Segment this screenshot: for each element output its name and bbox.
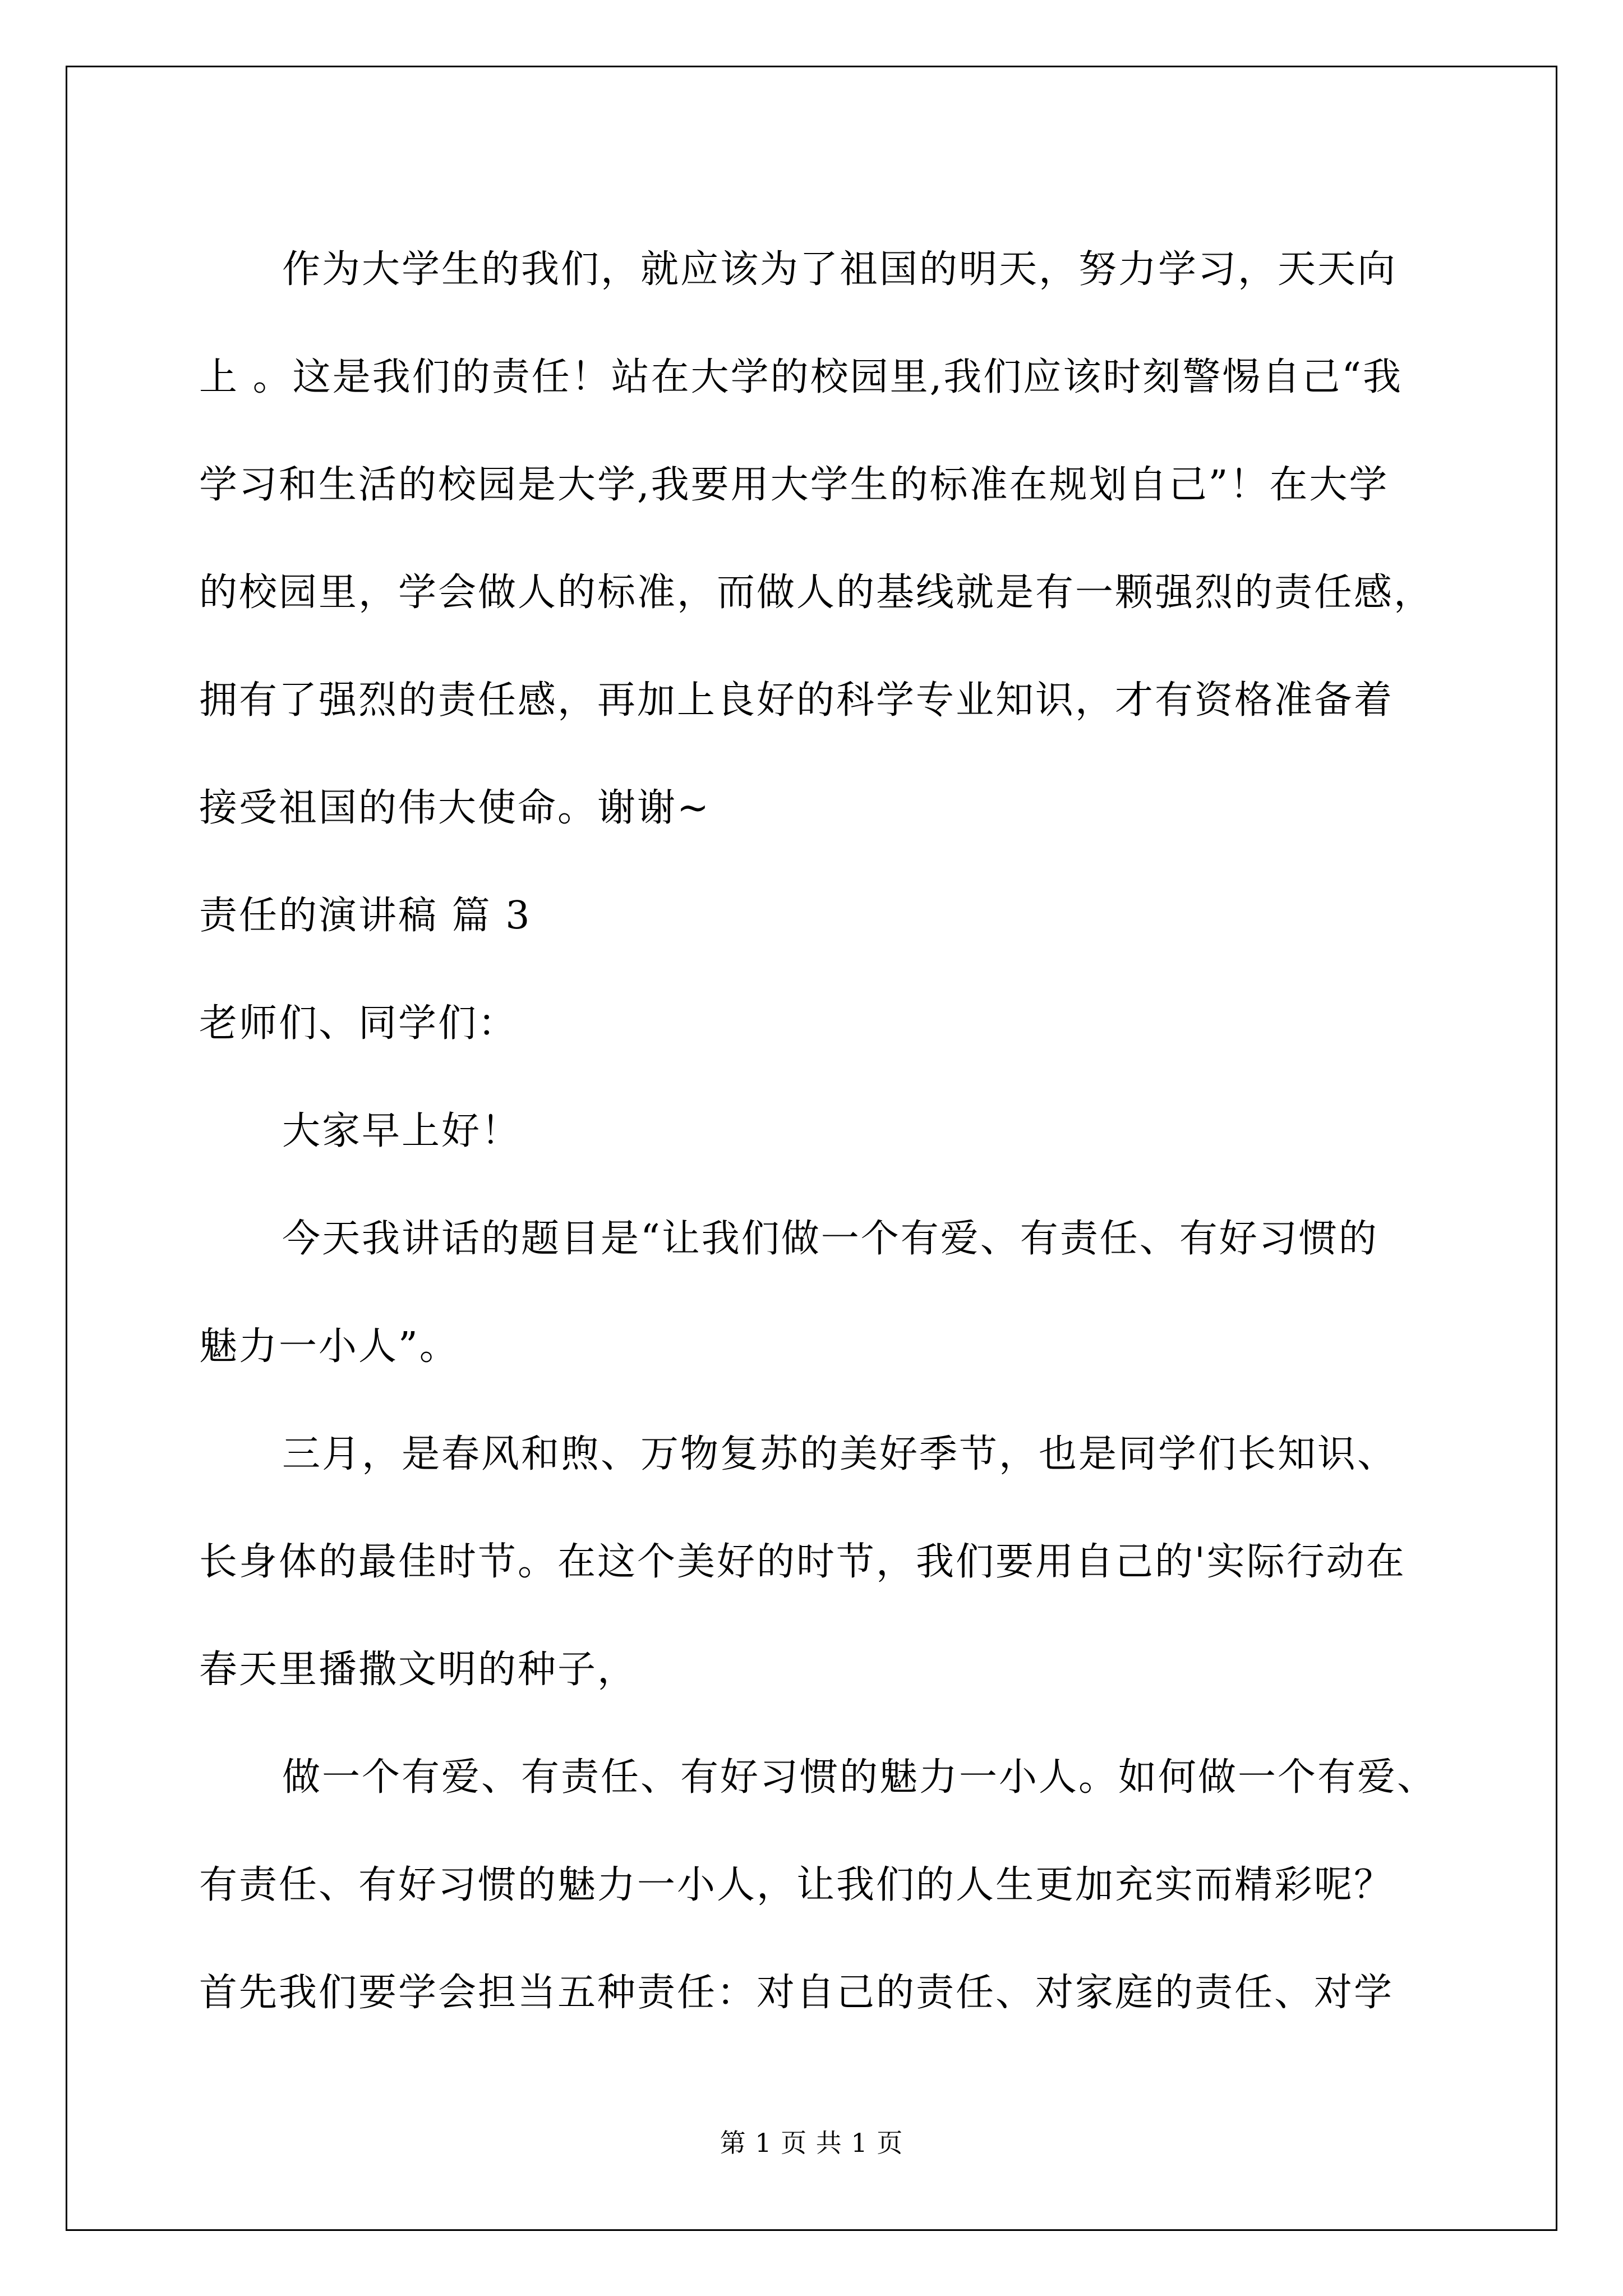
- paragraph-line: 拥有了强烈的责任感，再加上良好的科学专业知识，才有资格准备着: [199, 678, 1394, 723]
- section-heading: 责任的演讲稿 篇 3: [199, 894, 532, 938]
- paragraph-line: 做一个有爱、有责任、有好习惯的魅力一小人。如何做一个有爱、: [282, 1755, 1437, 1800]
- paragraph-line: 魅力一小人”。: [199, 1324, 459, 1369]
- greeting: 大家早上好！: [282, 1109, 522, 1153]
- paragraph-line: 学习和生活的校园是大学,我要用大学生的标准在规划自己”！在大学: [199, 463, 1389, 507]
- paragraph-line: 首先我们要学会担当五种责任：对自己的责任、对家庭的责任、对学: [199, 1971, 1394, 2015]
- paragraph-line: 有责任、有好习惯的魅力一小人，让我们的人生更加充实而精彩呢？: [199, 1863, 1394, 1907]
- paragraph-line: 长身体的最佳时节。在这个美好的时节，我们要用自己的'实际行动在: [199, 1540, 1406, 1584]
- document-body: [199, 216, 1450, 2047]
- paragraph-line: 的校园里，学会做人的标准，而做人的基线就是有一颗强烈的责任感，: [199, 570, 1434, 615]
- page-number-footer: 第 1 页 共 1 页: [720, 2128, 903, 2158]
- paragraph-line: 接受祖国的伟大使命。谢谢~: [199, 786, 711, 830]
- paragraph-line: 上 。这是我们的责任！站在大学的校园里,我们应该时刻警惕自己“我: [199, 355, 1403, 399]
- salutation: 老师们、同学们：: [199, 1001, 518, 1046]
- paragraph-line: 三月，是春风和煦、万物复苏的美好季节，也是同学们长知识、: [282, 1432, 1398, 1476]
- paragraph-line: 春天里播撒文明的种子，: [199, 1648, 638, 1692]
- paragraph-line: 作为大学生的我们，就应该为了祖国的明天，努力学习，天天向: [282, 247, 1398, 292]
- paragraph-line: 今天我讲话的题目是“让我们做一个有爱、有责任、有好习惯的: [282, 1217, 1378, 1261]
